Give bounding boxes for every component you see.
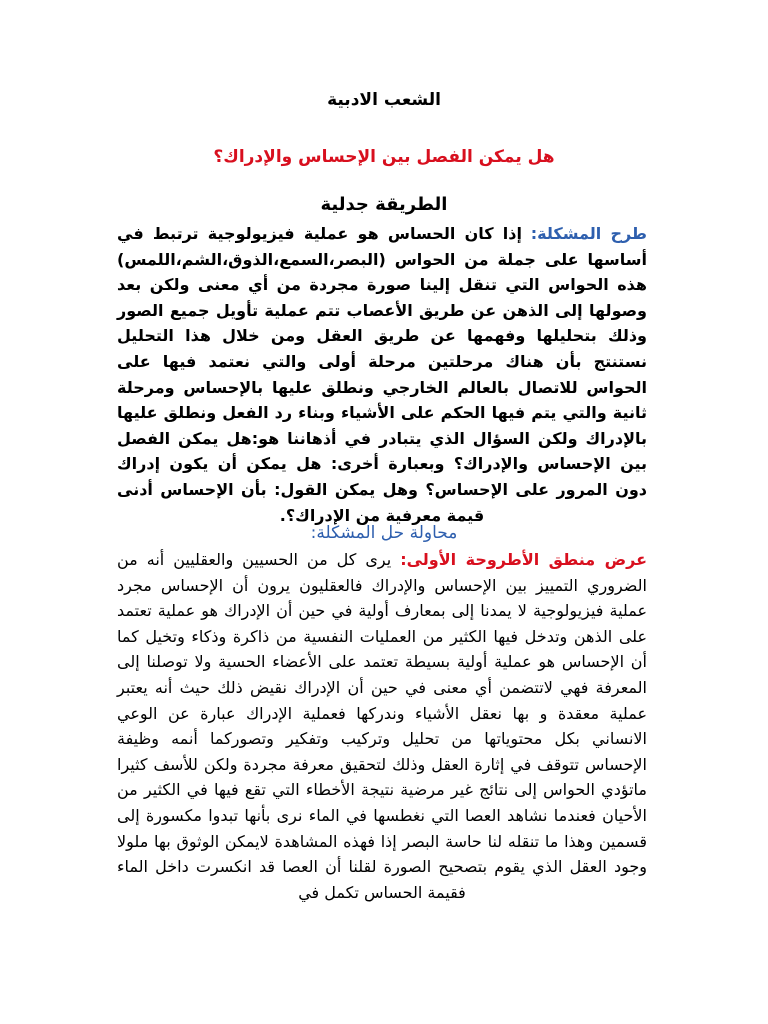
first-thesis-paragraph	[117, 547, 647, 905]
first-thesis-text: يرى كل من الحسيين والعقليين أنه من الضروري التمييز بين الإحساس والإدراك فالعقليون يرون أن الإحساس مجرد عملية فيزيولوجية لا يمدنا إلى بمعارف أولية في حين أن الإدراك هو عملية تعتمد على الذهن وتدخل فيها الكثير من العمليات النفسية من ذاكرة وذكاء وتخيل كما أن الإحساس هو عملية أولية بسيطة تعتمد على الأعضاء الحسية ولا توصلنا إلى المعرفة فهي لاتتضمن أي معنى في حين أن الإدراك نقيض ذلك حيث أنه يعتبر عملية معقدة و بها نعقل الأشياء وندركها فعملية الإدراك عبارة عن الوعي الانساني بكل محتوياتها من تحليل وتركيب وتفكير وتصوركما أنمه وظيفة الإحساس تتوقف في إثارة العقل وذلك لتحقيق معرفة مجردة ولكن للأسف كثيرا ماتؤدي الحواس إلى نتائج غير مرضية نتيجة الأخطاء التي تقع فيها في الكثير من الأحيان فعندما نشاهد العصا التي نغطسها في الماء نرى بأنها تبدوا مكسورة إلى قسمين وهذا ما تنقله لنا حاسة البصر إذا فهذه المشاهدة لايمكن الوثوق بها ملولا وجود العقل الذي يقوم بتصحيح الصورة لقلنا أن العصا قد انكسرت داخل الماء فقيمة الحساس تكمل في	[117, 550, 647, 902]
problem-statement-paragraph	[117, 221, 647, 528]
problem-statement-label: طرح المشكلة:	[530, 224, 647, 243]
solution-heading: محاولة حل المشكلة:	[310, 523, 458, 543]
essay-question: هل يمكن الفصل بين الإحساس والإدراك؟	[213, 147, 555, 167]
method-heading: الطريقة جدلية	[320, 194, 448, 215]
problem-statement-text: إذا كان الحساس هو عملية فيزيولوجية ترتبط في أساسها على جملة من الحواس (البصر،السمع،الذوق،الشم،اللمس) هذه الحواس التي تنقل إلينا صورة مجردة من أي معنى ولكن بعد وصولها إلى الذهن عن طريق الأعصاب تتم عملية تأويل جميع الصور وذلك بتحليلها وفهمها عن طريق العقل ومن خلال هذا التحليل نستنتج بأن هناك مرحلتين مرحلة أولى والتي نعتمد فيها على الحواس للاتصال بالعالم الخارجي ونطلق عليها بالإحساس ومرحلة ثانية والتي يتم فيها الحكم على الأشياء وبناء رد الفعل ونطلق عليها بالإدراك ولكن السؤال الذي يتبادر في أذهاننا هو:هل يمكن الفصل بين الإحساس والإدراك؟ وبعبارة أخرى: هل يمكن أن يكون إدراك دون المرور على الإحساس؟ وهل يمكن القول: بأن الإحساس أدنى قيمة معرفية من الإدراك؟.	[117, 224, 647, 525]
stream-heading: الشعب الادبية	[327, 90, 441, 110]
first-thesis-label: عرض منطق الأطروحة الأولى:	[400, 550, 648, 569]
